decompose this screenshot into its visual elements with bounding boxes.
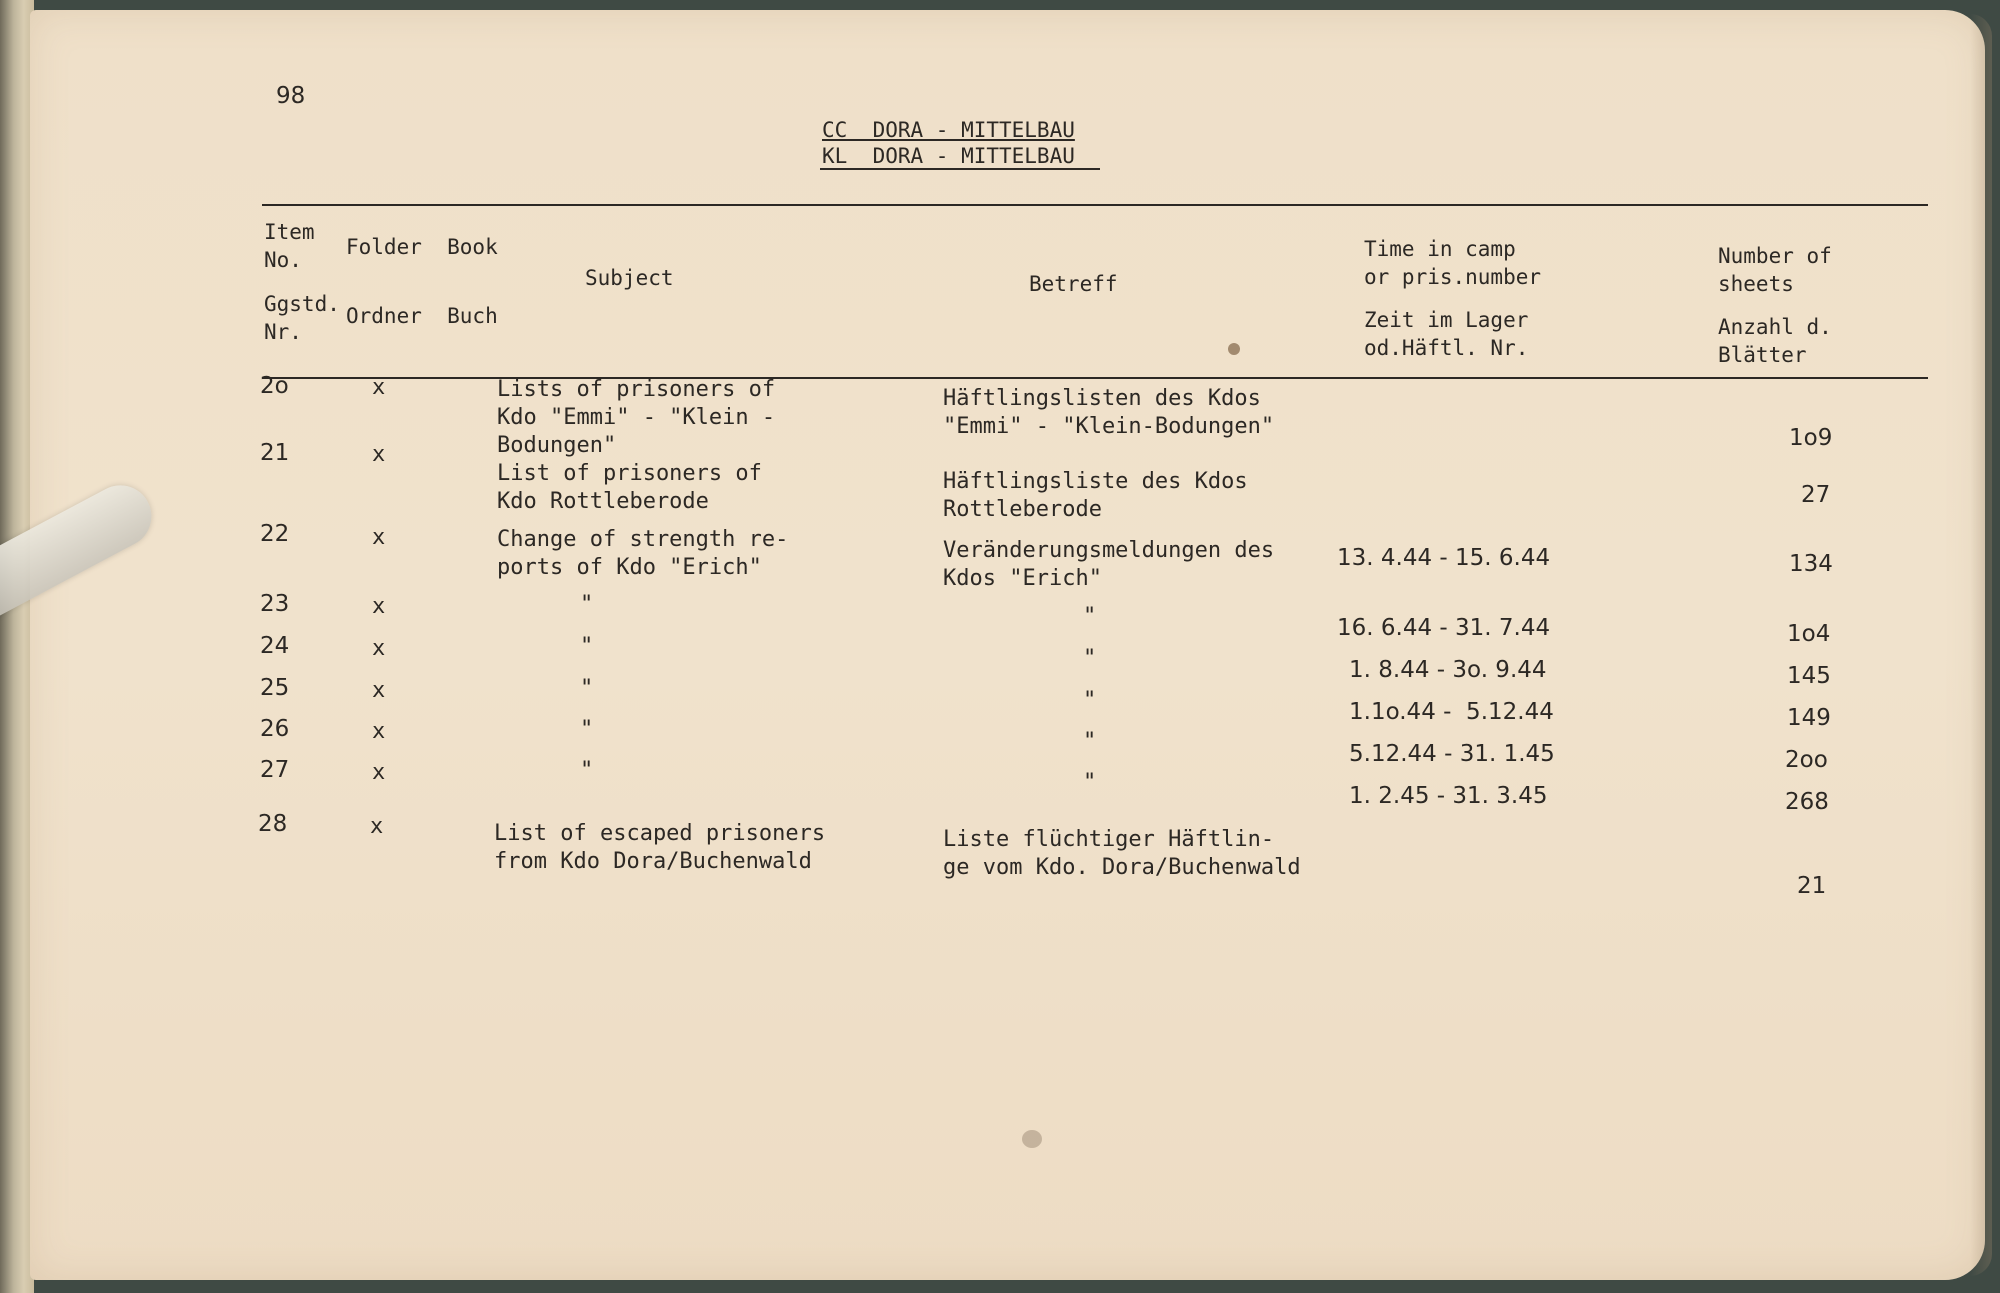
header-folder-book-de: Ordner Buch — [346, 304, 498, 328]
table-row-item: 28 — [258, 811, 288, 837]
page-number: 98 — [276, 83, 306, 109]
table-row-item: 25 — [260, 675, 290, 701]
table-top-rule — [262, 204, 1928, 206]
table-row-time: 1.1o.44 - 5.12.44 — [1349, 699, 1554, 725]
table-row-betreff: Häftlingsliste des Kdos Rottleberode — [943, 469, 1248, 522]
table-row-subject: " — [580, 758, 594, 783]
table-row-item: 27 — [260, 757, 290, 783]
table-row-subject: " — [580, 592, 594, 617]
table-row-subject: " — [580, 717, 594, 742]
header-betreff: Betreff — [1029, 272, 1118, 296]
table-row-subject: Lists of prisoners of Kdo "Emmi" - "Klein - Bodungen" — [497, 377, 776, 458]
table-row-betreff: " — [1083, 646, 1097, 671]
table-row-folder: x — [372, 375, 386, 400]
table-row-folder: x — [372, 678, 386, 703]
table-row-item: 2o — [260, 373, 289, 399]
table-row-subject: List of escaped prisoners from Kdo Dora/Buchenwald — [494, 821, 826, 874]
table-row-folder: x — [372, 442, 386, 467]
title-line-2: KL DORA - MITTELBAU — [822, 144, 1075, 168]
table-row-subject: " — [580, 634, 594, 659]
table-row-folder: x — [372, 594, 386, 619]
book-spine-edge — [0, 0, 34, 1293]
document-page — [30, 10, 1985, 1280]
table-row-sheets: 21 — [1797, 873, 1827, 899]
table-row-item: 24 — [260, 633, 290, 659]
table-row-betreff: " — [1083, 770, 1097, 795]
table-row-time: 1. 2.45 - 31. 3.45 — [1349, 783, 1548, 809]
table-row-betreff: " — [1083, 688, 1097, 713]
header-time-en: Time in camp or pris.number — [1364, 237, 1542, 289]
table-row-folder: x — [372, 760, 386, 785]
table-row-sheets: 134 — [1789, 551, 1833, 577]
table-row-betreff: " — [1083, 604, 1097, 629]
table-row-sheets: 2oo — [1785, 747, 1828, 773]
header-item-de: Ggstd. Nr. — [264, 292, 340, 344]
title-line-1: CC DORA - MITTELBAU — [822, 118, 1075, 142]
table-row-item: 26 — [260, 716, 290, 742]
paper-stain — [1022, 1130, 1042, 1148]
header-item-en: Item No. — [264, 220, 315, 272]
header-sheets-en: Number of sheets — [1718, 244, 1832, 296]
header-folder-book-en: Folder Book — [346, 235, 498, 259]
table-row-subject: " — [580, 676, 594, 701]
table-row-sheets: 149 — [1787, 705, 1831, 731]
table-row-subject: Change of strength re- ports of Kdo "Erich" — [497, 527, 789, 580]
table-row-betreff: Liste flüchtiger Häftlin- ge vom Kdo. Dora/Buchenwald — [943, 827, 1301, 880]
table-row-subject: List of prisoners of Kdo Rottleberode — [497, 461, 762, 514]
table-row-betreff: " — [1083, 729, 1097, 754]
header-sheets-de: Anzahl d. Blätter — [1718, 315, 1832, 367]
table-row-folder: x — [372, 636, 386, 661]
table-row-betreff: Häftlingslisten des Kdos "Emmi" - "Klein-Bodungen" — [943, 386, 1275, 439]
table-row-item: 23 — [260, 591, 290, 617]
page-edge-shadow — [1970, 14, 1992, 1276]
table-row-sheets: 1o4 — [1787, 621, 1831, 647]
header-time-de: Zeit im Lager od.Häftl. Nr. — [1364, 308, 1529, 360]
table-row-item: 21 — [260, 440, 290, 466]
table-row-time: 13. 4.44 - 15. 6.44 — [1337, 545, 1551, 571]
table-row-time: 16. 6.44 - 31. 7.44 — [1337, 615, 1551, 641]
table-row-sheets: 1o9 — [1789, 425, 1833, 451]
table-row-sheets: 268 — [1785, 789, 1829, 815]
table-row-sheets: 27 — [1801, 482, 1831, 508]
ink-speck — [1228, 343, 1240, 355]
table-row-folder: x — [372, 719, 386, 744]
table-row-time: 5.12.44 - 31. 1.45 — [1349, 741, 1555, 767]
title-underline — [820, 168, 1100, 170]
table-row-betreff: Veränderungsmeldungen des Kdos "Erich" — [943, 538, 1275, 591]
header-subject: Subject — [585, 266, 674, 290]
table-row-sheets: 145 — [1787, 663, 1831, 689]
table-row-item: 22 — [260, 521, 290, 547]
table-row-folder: x — [372, 525, 386, 550]
table-row-time: 1. 8.44 - 3o. 9.44 — [1349, 657, 1547, 683]
table-row-folder: x — [370, 814, 384, 839]
